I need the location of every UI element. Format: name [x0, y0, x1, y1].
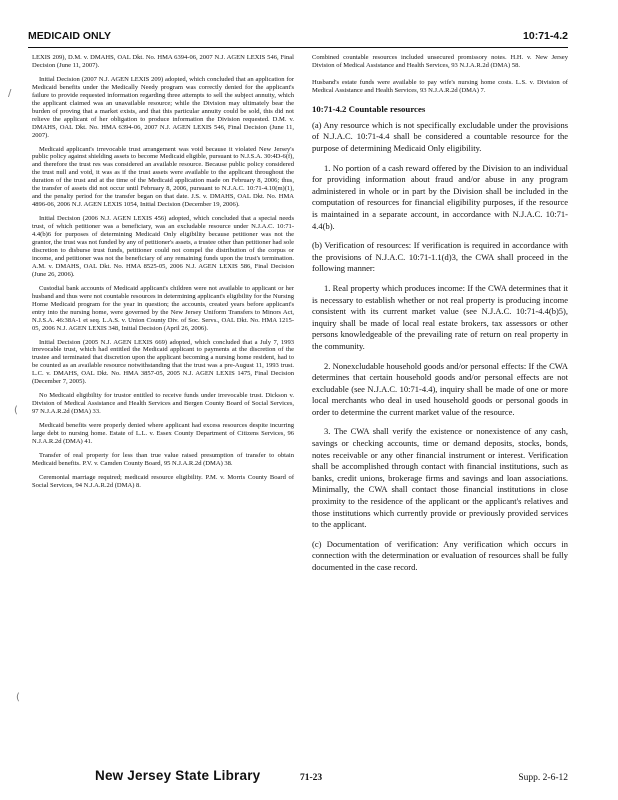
rule-paragraph-b2: 2. Nonexcludable household goods and/or personal effects: If the CWA determines that certain household goods and/or personal effects are not excludable (see N.J.A.C. 10:71-4.4), inquiry shall be made of one or more local merchants who deal in used household goods or personal goods in order to determine the current market value of the resource. [312, 360, 568, 417]
case-citation: Husband's estate funds were available to pay wife's nursing home costs. L.S. v. Division of Medical Assistance and Health Services, 93 N.J.A.R.2d (DMA) 7. [312, 78, 568, 94]
rule-paragraph-b1: 1. Real property which produces income: If the CWA determines that it is necessary to establish whether or not real property is producing income consistent with its current market value (see N.J.A.C. 10:71-4.4(b)5), inquiry shall be made of local real estate brokers, tax assessors or other persons knowledgeable of the prevailing rate of return on real property in the community. [312, 282, 568, 351]
library-stamp: New Jersey State Library [95, 768, 261, 783]
rule-paragraph-c: (c) Documentation of verification: Any verification which occurs in connection with the determination or evaluation of resources shall be fully documented in the case record. [312, 538, 568, 572]
annotation-paragraph: Initial Decision (2007 N.J. AGEN LEXIS 209) adopted, which concluded that an application for Medicaid benefits under the Medically Needy program was correctly denied for the applicant's failure to provide requested information regarding three attempts to sell the subject annuity, which the applicant claimed was an unavailable resource; while the Division may ultimately bear the burden of proving that a market exists, and that this particular annuity could be sold, this did not relieve the applicant of her obligation to produce information the Division requested. D.M. v. DMAHS, OAL Dkt. No. HMA 6394-06, 2007 N.J. AGEN LEXIS 546, Final Decision (June 11, 2007). [32, 75, 294, 139]
right-column [312, 54, 568, 582]
annotation-paragraph: Transfer of real property for less than true value raised presumption of transfer to obtain Medicaid benefits. P.V. v. Camden County Board, 95 N.J.A.R.2d (DMA) 38. [32, 451, 294, 467]
case-citation: Combined countable resources included unsecured promissory notes. H.H. v. New Jersey Division of Medical Assistance and Health Services, 93 N.J.A.R.2d (DMA) 58. [312, 54, 568, 69]
header-rule [28, 47, 568, 48]
annotation-paragraph: Medicaid applicant's irrevocable trust arrangement was void because it violated New Jersey's public policy against shielding assets to become Medicaid eligible, pursuant to N.J.S.A. 30:4D-6(f), and therefore the trust res was considered an available resource. Because public policy considered the trust null and void, it was as if the trust assets were available to the applicant throughout the duration of the trust and at the time of the Medicaid application made on February 8, 2006; thus, the transfer of assets did not occur until February 8, 2006, pursuant to N.J.A.C. 10:71-4.10(m)(1), and the penalty period for the transfer began on that date. J.S. v. DMAHS, OAL Dkt. No. HMA 4896-06, 2006 N.J. AGEN LEXIS 1054, Initial Decision (December 19, 2006). [32, 145, 294, 209]
scan-margin-mark: ( [14, 405, 18, 416]
annotation-paragraph: LEXIS 209), D.M. v. DMAHS, OAL Dkt. No. HMA 6394-06, 2007 N.J. AGEN LEXIS 546, Final Decision (June 11, 2007). [32, 54, 294, 69]
page-number: 71-23 [300, 773, 323, 783]
left-column [32, 54, 294, 496]
header-title: MEDICAID ONLY [28, 30, 112, 42]
section-heading: 10:71-4.2 Countable resources [312, 103, 426, 114]
supplement-date: Supp. 2-6-12 [518, 773, 568, 783]
rule-paragraph-a: (a) Any resource which is not specifically excludable under the provisions of N.J.A.C. 10:71-4.4 shall be considered a countable resource for the purpose of determining Medicaid Only eligibility. [312, 119, 568, 153]
header-section-number: 10:71-4.2 [523, 30, 568, 42]
scan-margin-mark: / [8, 88, 12, 99]
annotation-paragraph: Medicaid benefits were properly denied where applicant had excess resources despite incurring large debt to nursing home. Estate of L.L. v. Essex County Department of Citizens Services, 96 N.J.A.R.2d (DMA) 41. [32, 422, 294, 445]
scan-margin-mark: ( [16, 692, 20, 703]
rule-paragraph-b: (b) Verification of resources: If verification is required in accordance with the provisions of N.J.A.C. 10:71-1.1(d)3, the CWA shall proceed in the following manner: [312, 240, 568, 274]
annotation-paragraph: Initial Decision (2005 N.J. AGEN LEXIS 669) adopted, which concluded that a July 7, 1993 irrevocable trust, which had entitled the Medicaid applicant to payments at the discretion of the trustee and terminated that discretion upon the applicant becoming a nursing home resident, had to be counted as an available resource notwithstanding that the trust was a pre-August 11, 1993 trust. L.C. v. DMAHS, OAL Dkt. No. HMA 3857-05, 2005 N.J. AGEN LEXIS 1475, Final Decision (December 7, 2005). [32, 338, 294, 386]
annotation-paragraph: No Medicaid eligibility for trustor entitled to receive funds under irrevocable trust. Dickson v. Division of Medical Assistance and Health Services and Bergen County Board of Social Services, 97 N.J.A.R.2d (DMA) 33. [32, 392, 294, 416]
rule-paragraph-a1: 1. No portion of a cash reward offered by the Division to an individual for providing information about fraud and/or abuse in any program administered in whole or in part by the Division shall be included in the computation of resources for financial eligibility purposes, if the resource is maintained in a separate account, in accordance with N.J.A.C. 10:71-4.4(b). [312, 162, 568, 231]
annotation-paragraph: Initial Decision (2006 N.J. AGEN LEXIS 456) adopted, which concluded that a special needs trust, of which petitioner was a beneficiary, was an excludable resource under N.J.A.C. 10:71-4.4(b)6 for purposes of determining Medicaid Only eligibility because petitioner was not the grantor, the trust was not funded by any of petitioner's assets, a trustee other than petitioner had sole discretion to disburse trust funds, petitioner could not compel the distribution of the corpus or income, and petitioner was not the beneficiary of any remaining funds upon the trust's termination. A.M. v. DMAHS, OAL Dkt. No. HMA 8525-05, 2006 N.J. AGEN LEXIS 586, Final Decision (June 26, 2006). [32, 215, 294, 278]
running-header [28, 30, 568, 46]
annotation-paragraph: Ceremonial marriage required; medicaid resource eligibility. P.M. v. Morris County Board of Social Services, 94 N.J.A.R.2d (DMA) 8. [32, 473, 294, 489]
rule-paragraph-b3: 3. The CWA shall verify the existence or nonexistence of any cash, savings or checking accounts, time or demand deposits, stocks, bonds, notes receivable or any other financial instrument or interest. Verification shall be accomplished through contact with financial institutions, such as banks, credit unions, brokerage firms and savings and loan associations. Minimally, the CWA shall contact those financial institutions in close proximity to the residence of the applicant or the applicant's relatives and those institutions which currently provide or previously provided services to the applicant. [312, 426, 568, 530]
annotation-paragraph: Custodial bank accounts of Medicaid applicant's children were not available to applicant or her husband and thus were not countable resources in determining applicant's eligibility for the Nursing Home Medicaid program for the year in question; the accounts, created years before applicant's entry into the nursing home, were governed by the New Jersey Uniform Transfers to Minors Act, N.J.S.A. 46:38A-1 et seq. L.A.S. v. Union County Div. of Soc. Servs., OAL Dkt. No. HMA 1215-05, 2006 N.J. AGEN LEXIS 348, Initial Decision (April 26, 2006). [32, 284, 294, 332]
